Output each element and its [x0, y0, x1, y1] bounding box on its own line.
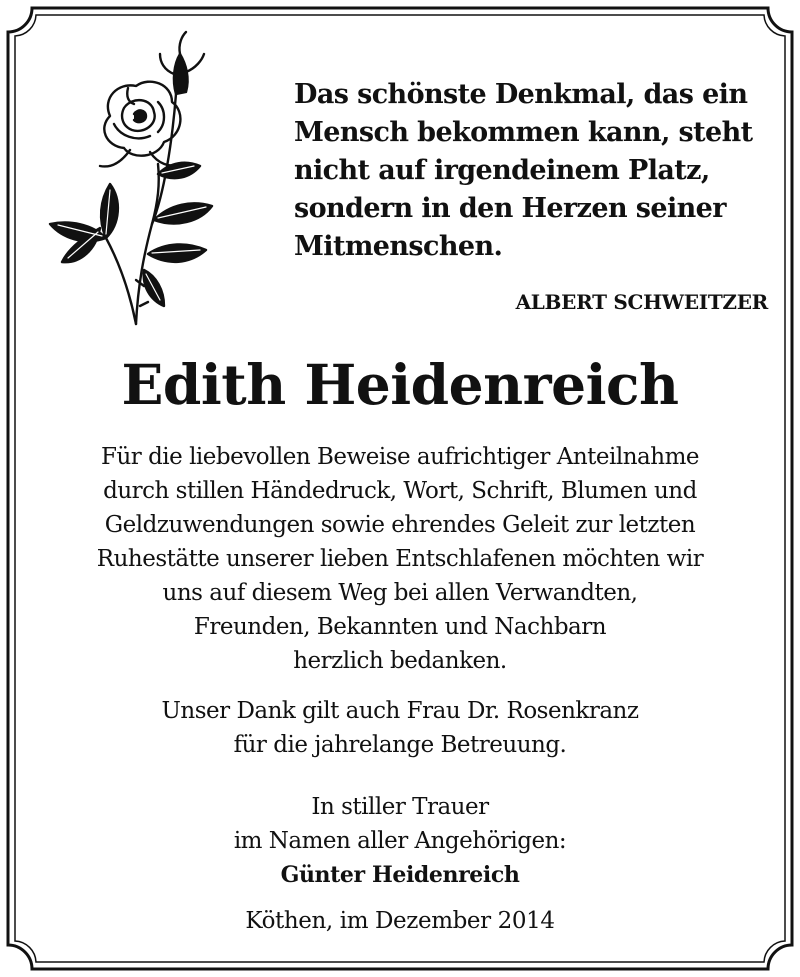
thanks-line: herzlich bedanken. [293, 648, 507, 674]
thanks-line: Geldzuwendungen sowie ehrendes Geleit zur letzten [104, 512, 696, 538]
doctor-thanks-line: Unser Dank gilt auch Frau Dr. Rosenkranz [161, 698, 639, 724]
quote-author: ALBERT SCHWEITZER [515, 290, 768, 314]
mourning-paragraph [30, 790, 770, 858]
signer-name: Günter Heidenreich [280, 862, 520, 888]
quote-line: nicht auf irgendeinem Platz, [294, 155, 710, 186]
doctor-thanks-paragraph [30, 694, 770, 762]
quote-text [294, 76, 774, 266]
thanks-line: Ruhestätte unserer lieben Entschlafenen möchten wir [96, 546, 704, 572]
mourning-line: im Namen aller Angehörigen: [233, 828, 567, 854]
quote-line: Das schönste Denkmal, das ein [294, 79, 748, 110]
thanks-line: uns auf diesem Weg bei allen Verwandten, [162, 580, 638, 606]
deceased-name: Edith Heidenreich [121, 352, 679, 417]
quote-line: Mitmenschen. [294, 231, 503, 262]
quote-line: sondern in den Herzen seiner [294, 193, 726, 224]
thanks-line: durch stillen Händedruck, Wort, Schrift, Blumen und [103, 478, 697, 504]
quote-line: Mensch bekommen kann, steht [294, 117, 753, 148]
thanks-paragraph [30, 440, 770, 678]
mourning-line: In stiller Trauer [311, 794, 489, 820]
thanks-line: Für die liebevollen Beweise aufrichtiger Anteilnahme [101, 444, 699, 470]
doctor-thanks-line: für die jahrelange Betreuung. [233, 732, 567, 758]
rose-icon [40, 24, 236, 344]
thanks-line: Freunden, Bekannten und Nachbarn [193, 614, 607, 640]
place-date: Köthen, im Dezember 2014 [245, 908, 555, 934]
